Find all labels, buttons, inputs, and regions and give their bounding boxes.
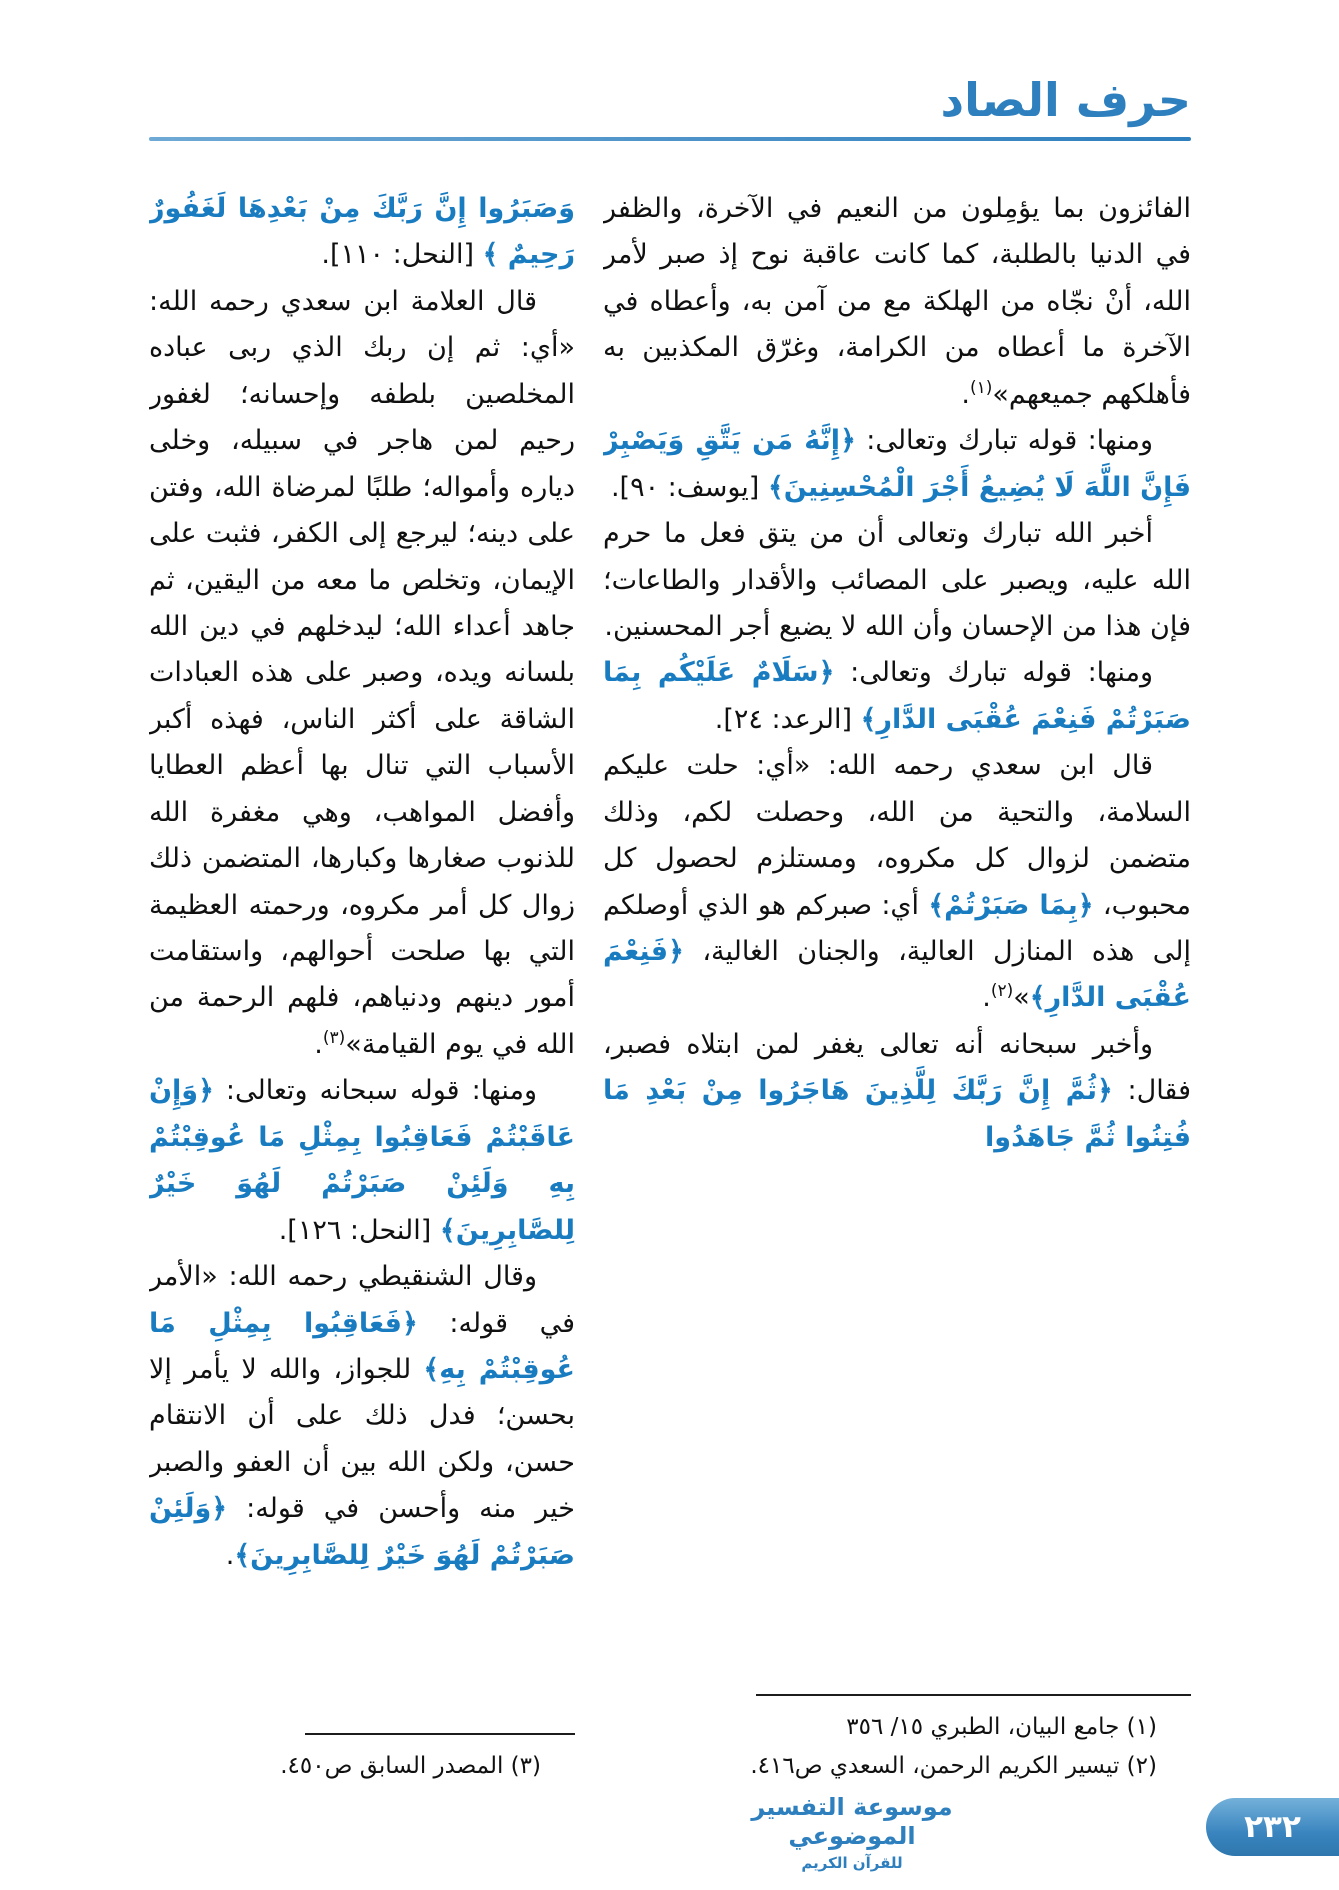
paragraph [603,743,1191,1022]
paragraph [149,186,575,279]
paragraph [603,418,1191,511]
body-text: أخبر الله تبارك وتعالى أن من يتق فعل ما حرم الله عليه، ويصبر على المصائب والأقدار والطاعات؛ فإن هذا من الإحسان وأن الله لا يضيع أجر المحسنين. [603,518,1191,642]
footnote-separator-left [305,1733,575,1735]
footnote-marker: (٢) [990,981,1014,1002]
paragraph [603,650,1191,743]
body-text: ومنها: قوله سبحانه وتعالى: [213,1075,537,1107]
body-text: أي: صبركم هو الذي أوصلكم إلى هذه المنازل العالية، والجنان الغالية، [603,889,1191,967]
paragraph [603,186,1191,418]
footnote-list-right [603,1708,1191,1786]
header-rule [149,137,1191,141]
body-text: قال العلامة ابن سعدي رحمه الله: «أي: ثم إن ربك الذي ربى عباده المخلصين بلطفه وإحسانه؛ لغفور رحيم لمن هاجر في سبيله، وخلى دياره وأمواله؛ طلبًا لمرضاة الله، وفتن على دينه؛ ليرجع إلى الكفر، فثبت على الإيمان، وتخلص ما معه من اليقين، ثم جاهد أعداء الله؛ ليدخلهم في دين الله بلسانه ويده، وصبر على هذه العبادات الشاقة على أكثر الناس، فهذه أكبر الأسباب التي تنال بها أعظم العطايا وأفضل المواهب، وهي مغفرة الله للذنوب صغارها وكبارها، المتضمن ذلك زوال كل أمر مكروه، ورحمته العظيمة التي بها صلحت أحوالهم، واستقامت أمور دينهم ودنياهم، فلهم الرحمة من الله في يوم القيامة» [149,285,575,1060]
body-text: الفائزون بما يؤمِلون من النعيم في الآخرة، والظفر في الدنيا بالطلبة، كما كانت عاقبة نوح إذ صبر لأمر الله، أنْ نجّاه من الهلكة مع من آمن به، وأعطاه في الآخرة ما أعطاه من الكرامة، وغرّق المكذبين به فأهلكهم جميعهم» [603,193,1191,410]
body-text: [النحل: ١١٠]. [321,239,483,271]
page-header [149,74,1191,141]
column-right-paragraphs [603,186,1191,1161]
body-text: وقال الشنقيطي رحمه الله: «الأمر في قوله: [149,1261,575,1339]
chapter-title: حرف الصاد [940,73,1191,127]
quran-verse: ﴿إِنَّهُ مَن يَتَّقِ وَيَصْبِرْ فَإِنَّ اللَّهَ لَا يُضِيعُ أَجْرَ الْمُحْسِنِينَ﴾ [603,425,1191,503]
publisher-seal [747,1793,957,1872]
page-number-tab [1206,1798,1339,1856]
quran-verse: ﴿ثُمَّ إِنَّ رَبَّكَ لِلَّذِينَ هَاجَرُوا مِنْ بَعْدِ مَا فُتِنُوا ثُمَّ جَاهَدُوا [603,1075,1191,1153]
quran-verse: ﴿سَلَامٌ عَلَيْكُم بِمَا صَبَرْتُمْ فَنِعْمَ عُقْبَى الدَّارِ﴾ [603,657,1191,735]
paragraph [149,1254,575,1579]
body-text: للجواز، والله لا يأمر إلا بحسن؛ فدل ذلك على أن الانتقام حسن، ولكن الله بين أن العفو والصبر خير منه وأحسن في قوله: [149,1353,575,1525]
publisher-seal-subtitle: للقرآن الكريم [801,1854,903,1872]
quran-verse: ﴿فَعَاقِبُوا بِمِثْلِ مَا عُوقِبْتُمْ بِهِ﴾ [149,1307,575,1385]
quran-verse: ﴿بِمَا صَبَرْتُمْ﴾ [928,889,1094,921]
paragraph [603,1022,1191,1161]
body-text: وأخبر سبحانه أنه تعالى يغفر لمن ابتلاه فصبر، فقال: [603,1028,1191,1107]
footnote-marker: (١) [969,377,993,398]
column-left [149,186,575,1786]
footnotes-left [149,1727,575,1786]
footnotes-right [603,1688,1191,1786]
body-text: . [314,1028,323,1060]
footnote-separator-right [756,1694,1191,1696]
footnote-list-left [149,1747,575,1786]
footnote-marker: (٣) [322,1027,346,1048]
body-text: . [961,378,970,410]
footnote: (١) جامع البيان، الطبري ١٥/ ٣٥٦ [846,1713,1157,1740]
quran-verse: ﴿وَإِنْ عَاقَبْتُمْ فَعَاقِبُوا بِمِثْلِ مَا عُوقِبْتُمْ بِهِ وَلَئِنْ صَبَرْتُمْ لَهُوَ خَيْرٌ لِلصَّابِرِينَ﴾ [149,1075,575,1246]
body-text: ومنها: قوله تبارك وتعالى: [834,657,1154,689]
footnote: (٣) المصدر السابق ص٤٥٠. [280,1752,541,1779]
body-text: قال ابن سعدي رحمه الله: «أي: حلت عليكم السلامة، والتحية من الله، وحصلت لكم، وذلك متضمن لزوال كل مكروه، ومستلزم لحصول كل محبوب، [603,750,1191,921]
body-text: [النحل: ١٢٦]. [278,1214,440,1246]
body-text: » [1013,982,1030,1014]
column-left-paragraphs [149,186,575,1579]
page-number: ٢٣٢ [1244,1809,1301,1845]
paragraph [149,279,575,1068]
body-text: ومنها: قوله تبارك وتعالى: [855,425,1153,457]
quran-verse: وَصَبَرُوا إِنَّ رَبَّكَ مِنْ بَعْدِهَا لَغَفُورٌ رَحِيمٌ ﴾ [149,193,575,271]
body-text: [يوسف: ٩٠]. [610,471,768,503]
quran-verse: ﴿وَلَئِنْ صَبَرْتُمْ لَهُوَ خَيْرٌ لِلصَّابِرِينَ﴾ [149,1493,575,1571]
body-text: . [982,982,991,1014]
publisher-seal-title: موسوعة التفسير الموضوعي [751,1793,953,1851]
footnote: (٢) تيسير الكريم الرحمن، السعدي ص٤١٦. [750,1752,1157,1779]
column-right [603,186,1191,1786]
body-text: . [225,1539,235,1571]
quran-verse: ﴿فَنِعْمَ عُقْبَى الدَّارِ﴾ [603,936,1191,1014]
body-text: [الرعد: ٢٤]. [714,703,861,735]
paragraph [603,511,1191,650]
text-columns [149,186,1191,1786]
paragraph [149,1068,575,1254]
